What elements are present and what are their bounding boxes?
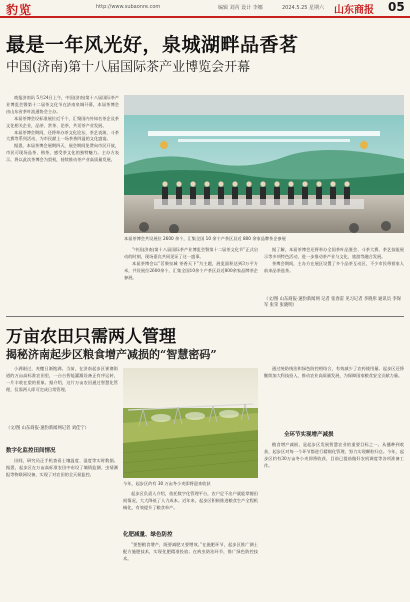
story2-column-3b xyxy=(264,442,404,598)
irrigation-field-illustration xyxy=(123,368,258,478)
paragraph: 据悉，本届茶博会展期四天，展会期间免费向市民开放，市民可现场品茶、购茶，感受茶文化的独特魅力。主办方表示，将以此次茶博会为契机，持续推动茶产业高质量发展。 xyxy=(6,143,119,163)
paragraph: 商报济南讯 5月24日上午，中国(济南)第十八届国际茶产业博览会暨第十二届茶文化节在济南泉城开幕，本届茶博会由山东省茶叶流通协会主办。 xyxy=(6,95,119,114)
section-heading-digital: 数字化监控田间情况 xyxy=(6,448,56,454)
story2-column-2a xyxy=(123,491,258,525)
paragraph: “中国(济南)第十八届国际茶产业博览会暨第十二届茶文化节”正式启动的时刻，现场嘉宾共同见证了这一盛事。 xyxy=(124,247,258,259)
story1-subhead: 中国(济南)第十八届国际茶产业博览会开幕 xyxy=(6,60,251,75)
site-url[interactable]: http://www.subaonre.com xyxy=(96,4,161,10)
paragraph: “要想粮食增产，既要减肥又要增效。”在施肥环节，起步区推广测土配方施肥技术，实现化肥精准投放；在病虫防治环节，推广绿色防控技术。 xyxy=(123,542,258,561)
story2-column-1 xyxy=(6,458,118,598)
section-divider xyxy=(6,316,404,317)
paragraph: 通过统防统治和绿色防控相结合，有效减少了农药使用量。起步区还将继续加大科技投入，推动农业高质量发展，为保障国家粮食安全贡献力量。 xyxy=(264,366,404,378)
story2-column-3a xyxy=(264,366,404,424)
story2-photo-caption: 今年，起步区约有 30 万亩冬小麦即将迎来收获 xyxy=(123,481,211,486)
section-heading-green: 化肥减量、绿色防控 xyxy=(123,532,173,538)
paragraph: 起步区负责人介绍，依托数字化管理平台，农户足不出户就能掌握田间情况，大大降低了人力成本。近年来，起步区积极推进粮食生产全程机械化，有效提升了粮食单产。 xyxy=(123,491,258,510)
story2-lead xyxy=(6,366,118,422)
story1-byline: （文/图 山东商报·速豹新闻网 记者 张春雷 见习记者 李晓彤 通讯员 李保军 张荣 张晓明） xyxy=(264,297,401,308)
issue-date: 2024.5.25 星期六 xyxy=(282,5,325,11)
story1-photo-caption: 本届茶博会共设展位 2600 余个，汇集全国 10 余个产茶区县近 800 余家品牌茶企参展 xyxy=(124,236,286,241)
paragraph: 茶博会期间，主办方在展区设置了多个品茶互动区，不少市民带着家人前来品茶选茶。 xyxy=(264,260,404,273)
section-heading-full-chain: 全环节实现增产减损 xyxy=(284,432,334,438)
story1-column-3 xyxy=(264,247,404,293)
page-number: 05 xyxy=(388,0,405,14)
story1-column-2 xyxy=(124,247,258,311)
paragraph: 粮食增产减损，是起步区发展智慧农业的重要目标之一。从播种到收获，起步区对每一个环节都进行精细化管理，努力实现颗粒归仓。今年，起步区约有30万亩冬小麦即将收获，目前已提前做好农机调度等各项准备工作。 xyxy=(264,442,404,468)
masthead xyxy=(0,0,410,18)
paragraph: 本届茶博会期间，还将举办茶文化论坛、茶艺表演、斗茶大赛等系列活动，为市民献上一场茶香四溢的文化盛宴。 xyxy=(6,129,119,142)
paragraph: 田间，研究员正手机查看土壤温度、湿度等实时数据。据悉，起步区在万亩高标准农田中布设了墒情监测、虫情测报等物联网设备，实现了对农田的全天候监控。 xyxy=(6,458,118,477)
paragraph: 小满刚过，麦穗日渐饱满。当前，在济南起步区崔寨街道的万亩高标准农田里，一台台智能灌溉设备正有序运转，一片丰收在望的景象。据介绍，这片万亩农田通过智慧化管理，仅需两人即可完成日常管理。 xyxy=(6,366,118,392)
story1-column-1 xyxy=(6,95,119,310)
paragraph: 据了解，本届茶博会还将举办全国茶叶品鉴会、斗茶大赛、茶艺技能展示等多项特色活动，进一步推动茶产业与文化、旅游等融合发展。 xyxy=(264,247,404,259)
farmland-irrigation-photo xyxy=(123,368,258,478)
paragraph: 本届茶博会以“茗聚泉城 茶香天下”为主题，展览面积达到3万平方米，共设展位2600余个，汇集全国10余个产茶区县近800余家品牌茶企参展。 xyxy=(124,260,258,280)
expo-opening-photo xyxy=(124,95,404,233)
editors-line: 编辑 刘芮 设计 李娜 xyxy=(218,5,263,11)
section-name: 豹览 xyxy=(6,3,33,17)
paragraph: 本届茶博会设标准展位近千个，汇聚国内外知名茶企及茶文化相关企业，品茶、赏茶、论茶，共话茶产业发展。 xyxy=(6,115,119,128)
story2-subhead: 揭秘济南起步区粮食增产减损的“智慧密码” xyxy=(6,348,217,361)
story1-headline: 最是一年风光好，泉城湖畔品香茗 xyxy=(6,34,299,56)
newspaper-name: 山东商报 xyxy=(334,5,374,16)
expo-stage-illustration xyxy=(124,95,404,233)
story2-lead-byline: （文/图 山东商报·速豹新闻网记者 刘佳宁） xyxy=(6,426,89,431)
story2-headline: 万亩农田只需两人管理 xyxy=(6,327,176,347)
story2-column-2b xyxy=(123,542,258,598)
